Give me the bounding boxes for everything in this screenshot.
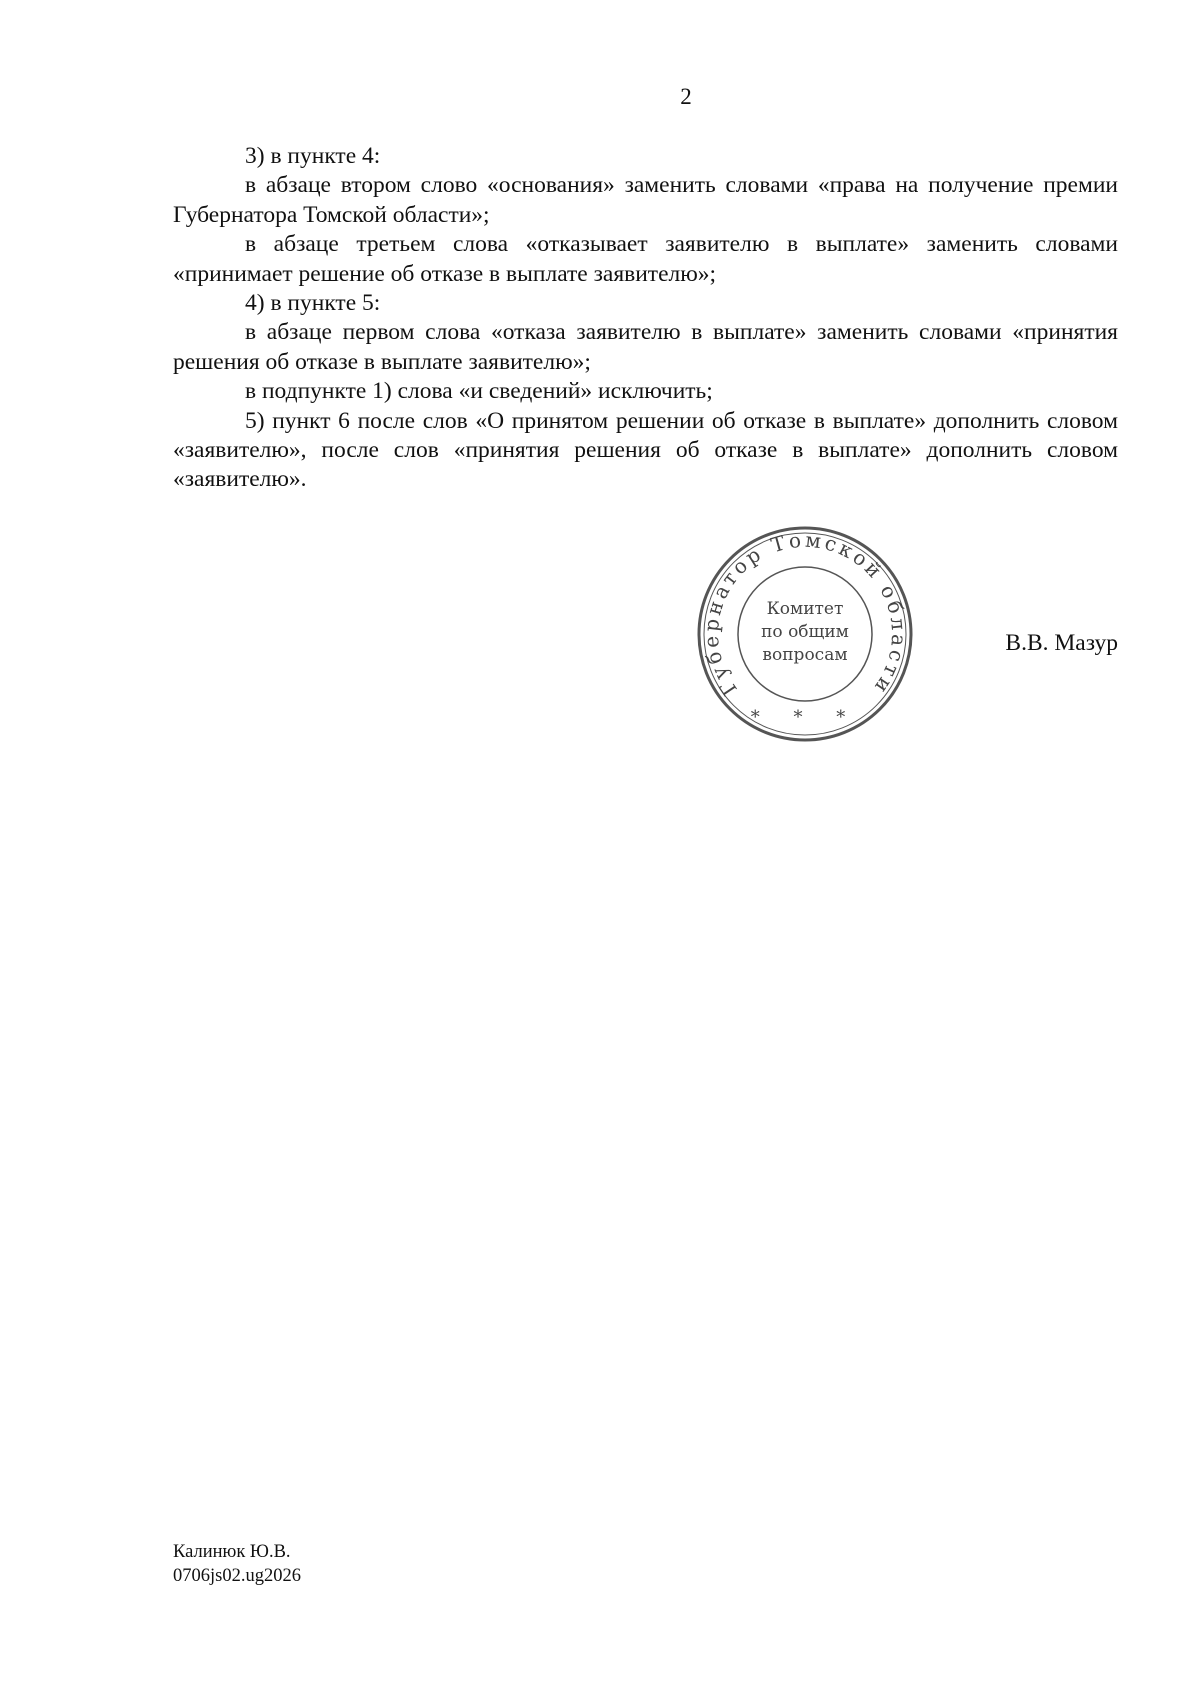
paragraph: 4) в пункте 5: — [245, 290, 381, 317]
signatory-name: В.В. Мазур — [1005, 630, 1118, 656]
official-seal — [697, 526, 913, 742]
seal-outer-text: Губернатор Томской области — [698, 527, 912, 701]
seal-inner-line: Комитет — [766, 599, 844, 619]
page-number: 2 — [680, 84, 692, 109]
paragraph: 3) в пункте 4: — [245, 143, 381, 169]
file-code: 0706js02.ug2026 — [173, 1566, 301, 1586]
document-footer — [173, 1540, 301, 1588]
paragraph: в подпункте 1) слова «и сведений» исключить; — [245, 378, 713, 405]
document-body — [173, 142, 1118, 495]
paragraph: в абзаце первом слова «отказа заявителю в выплате» заменить словами «принятия решения об отказе в выплате заявителю»; — [173, 319, 1118, 375]
seal-inner-line: вопросам — [762, 645, 848, 665]
paragraph: 5) пункт 6 после слов «О принятом решении об отказе в выплате» дополнить словом «заявителю», после слов «принятия решения об отказе в выплате» дополнить словом «заявителю». — [173, 407, 1118, 493]
executor-name: Калинюк Ю.В. — [173, 1542, 291, 1562]
seal-inner-line: по общим — [761, 622, 849, 642]
seal-stars: * * * — [750, 707, 860, 728]
paragraph: в абзаце втором слово «основания» заменить словами «права на получение премии Губернатора Томской области»; — [173, 172, 1118, 228]
paragraph: в абзаце третьем слова «отказывает заявителю в выплате» заменить словами «принимает решение об отказе в выплате заявителю»; — [173, 231, 1118, 287]
